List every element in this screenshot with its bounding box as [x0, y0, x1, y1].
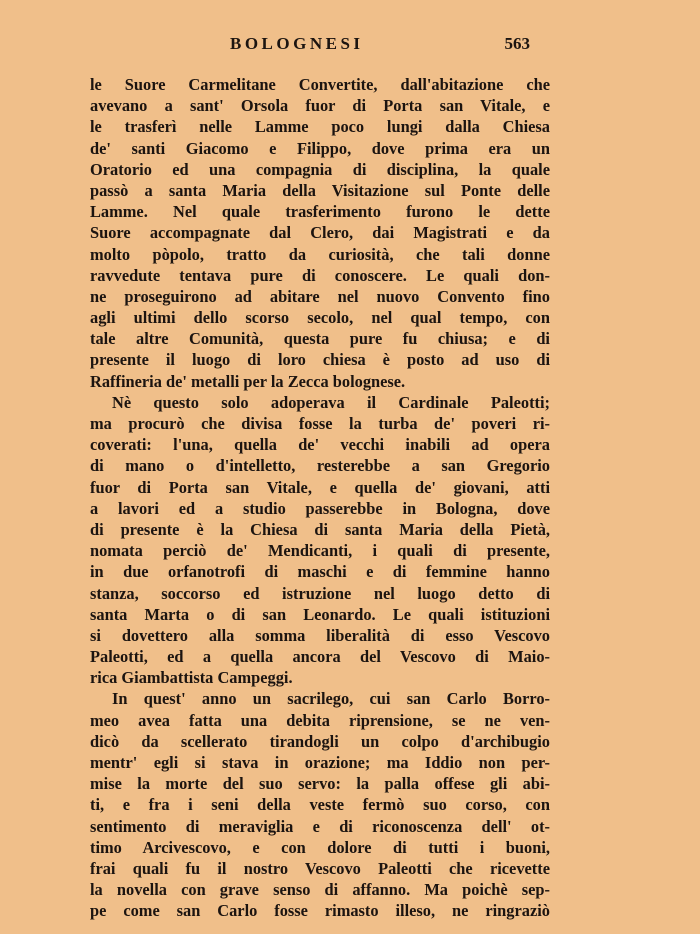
text-line: ti, e fra i seni della veste fermò suo corso, con: [90, 795, 550, 815]
text-line: di mano o d'intelletto, resterebbe a san Gregorio: [90, 456, 550, 476]
text-line: molto pòpolo, tratto da curiosità, che tali donne: [90, 244, 550, 264]
text-line: nomata perciò de' Mendicanti, i quali di presente,: [90, 541, 550, 561]
text-line: Oratorio ed una compagnia di disciplina, la quale: [90, 159, 550, 179]
page-header: [90, 34, 530, 64]
text-line: si dovettero alla somma liberalità di esso Vescovo: [90, 625, 550, 645]
text-line: ma procurò che divisa fosse la turba de' poveri ri-: [90, 414, 550, 433]
page-number: 563: [504, 34, 530, 53]
text-line: fuor di Porta san Vitale, e quella de' giovani, atti: [90, 477, 550, 497]
text-line: Nè questo solo adoperava il Cardinale Paleotti;: [112, 392, 550, 412]
body-text: [90, 74, 550, 922]
text-line: tale altre Comunità, questa pure fu chiusa; e di: [90, 329, 550, 349]
running-head: BOLOGNESI: [230, 34, 364, 53]
text-line: mentr' egli si stava in orazione; ma Iddio non per-: [90, 753, 550, 772]
text-line: frai quali fu il nostro Vescovo Paleotti che ricevette: [90, 858, 550, 878]
text-line: mise la morte del suo servo: la palla offese gli abi-: [90, 774, 550, 794]
text-line: ravvedute tentava pure di conoscere. Le quali don-: [90, 265, 550, 285]
text-line: Paleotti, ed a quella ancora del Vescovo di Maio-: [90, 647, 550, 667]
text-line: timo Arcivescovo, e con dolore di tutti i buoni,: [90, 837, 550, 857]
text-line: le Suore Carmelitane Convertite, dall'abitazione che: [90, 75, 550, 94]
text-line: passò a santa Maria della Visitazione sul Ponte delle: [90, 180, 550, 200]
text-line: coverati: l'una, quella de' vecchi inabili ad opera: [90, 435, 550, 455]
text-line: de' santi Giacomo e Filippo, dove prima era un: [90, 138, 550, 158]
text-line: avevano a sant' Orsola fuor di Porta san Vitale, e: [90, 96, 550, 116]
text-line: ne proseguirono ad abitare nel nuovo Convento fino: [90, 286, 550, 306]
text-line: presente il luogo di loro chiesa è posto ad uso di: [90, 350, 550, 370]
text-line: sentimento di meraviglia e di riconoscenza dell' ot-: [90, 816, 550, 836]
text-line: di presente è la Chiesa di santa Maria della Pietà,: [90, 519, 550, 539]
text-line: le trasferì nelle Lamme poco lungi dalla Chiesa: [90, 117, 550, 137]
text-line: rica Giambattista Campeggi.: [90, 668, 293, 688]
text-line: Raffineria de' metalli per la Zecca bolognese.: [90, 371, 406, 391]
text-line: agli ultimi dello scorso secolo, nel qual tempo, con: [90, 308, 550, 328]
text-line: la novella con grave senso di affanno. Ma poichè sep-: [90, 880, 550, 900]
text-line: in due orfanotrofi di maschi e di femmine hanno: [90, 562, 550, 582]
text-line: Lamme. Nel quale trasferimento furono le dette: [90, 202, 550, 222]
text-line: santa Marta o di san Leonardo. Le quali istituzioni: [90, 604, 550, 624]
text-line: dicò da scellerato tirandogli un colpo d'archibugio: [90, 731, 550, 751]
text-line: In quest' anno un sacrilego, cui san Carlo Borro-: [112, 689, 550, 709]
text-line: a lavori ed a studio passerebbe in Bologna, dove: [90, 498, 550, 518]
text-line: meo avea fatta una debita riprensione, se ne ven-: [90, 710, 550, 730]
text-line: stanza, soccorso ed istruzione nel luogo detto di: [90, 583, 550, 603]
text-line: Suore accompagnate dal Clero, dai Magistrati e da: [90, 223, 550, 243]
text-line: pe come san Carlo fosse rimasto illeso, ne ringraziò: [90, 901, 550, 921]
